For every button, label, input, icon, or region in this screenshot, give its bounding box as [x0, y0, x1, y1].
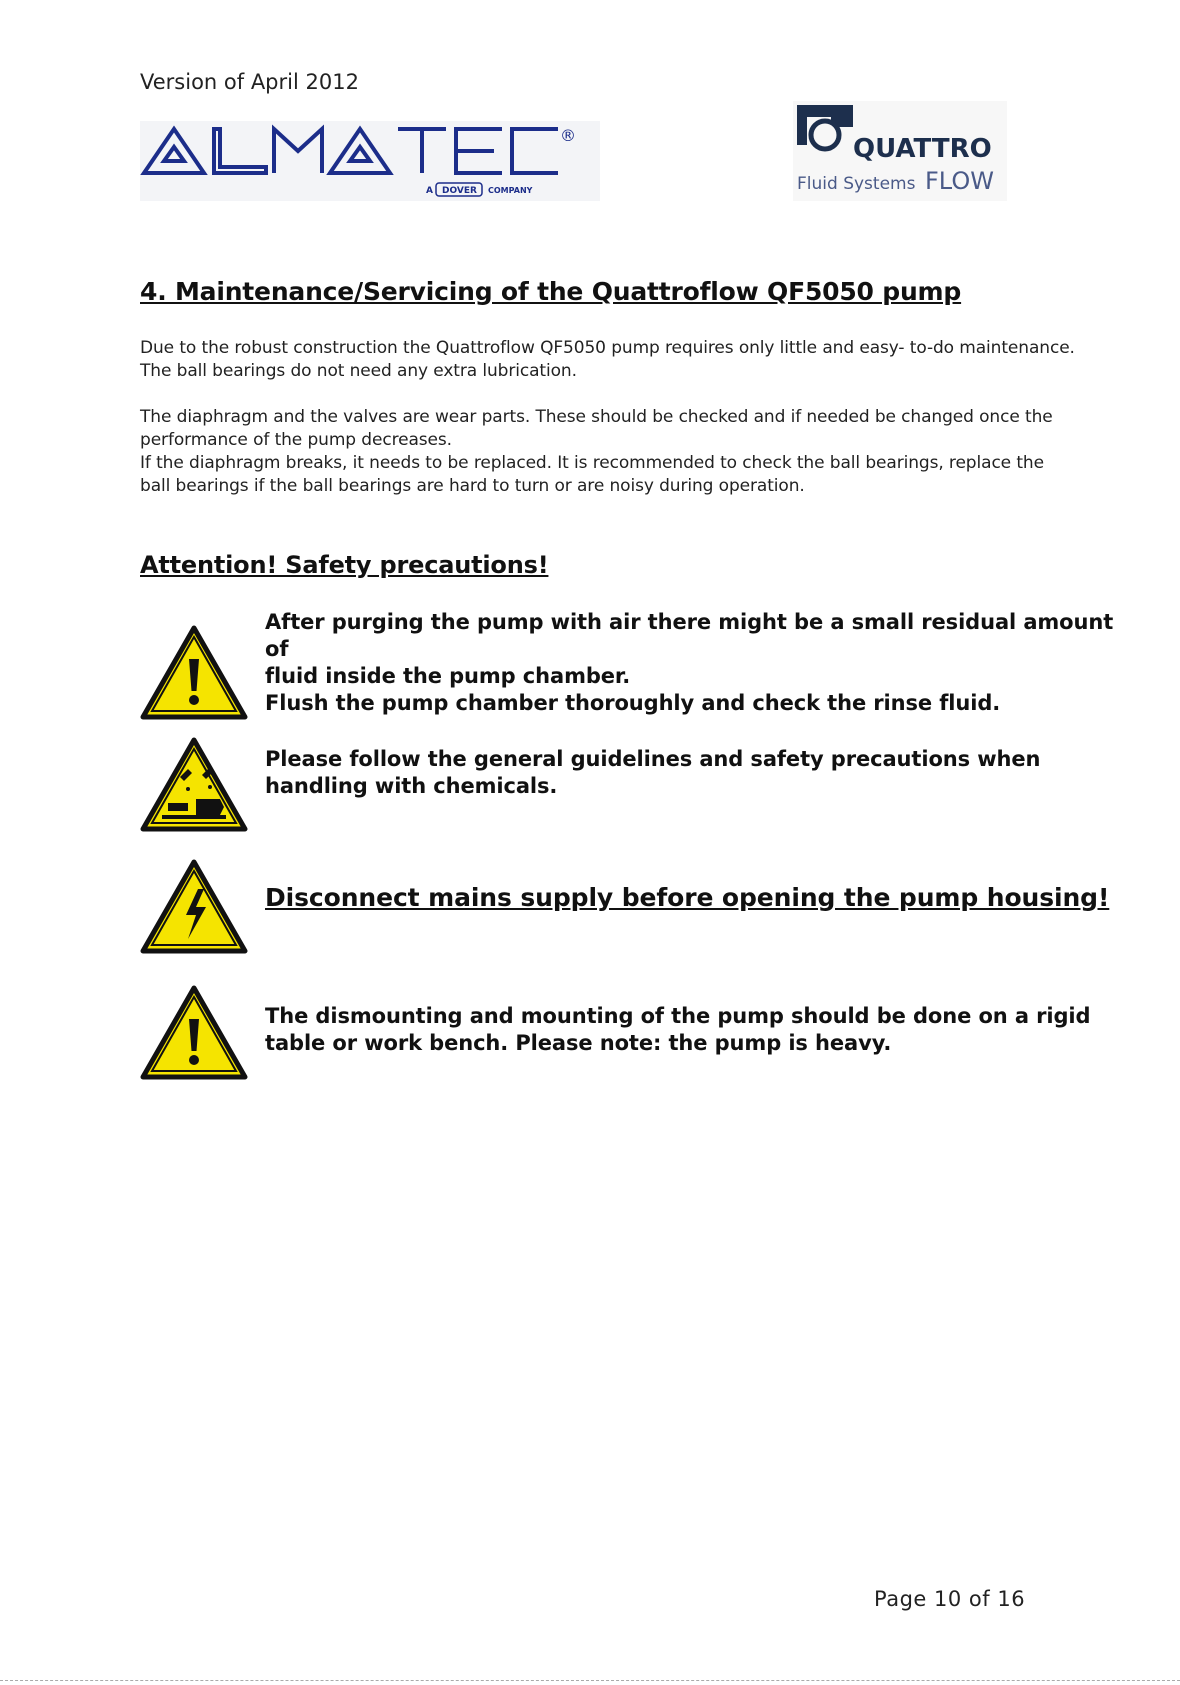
svg-text:A: A	[426, 186, 433, 196]
exclamation-warning-icon	[140, 985, 248, 1081]
svg-text:QUATTRO: QUATTRO	[853, 134, 992, 164]
svg-text:COMPANY: COMPANY	[488, 186, 533, 195]
paragraph-line: The diaphragm and the valves are wear parts. These should be checked and if needed be changed once the	[140, 407, 1053, 427]
page-number: Page 10 of 16	[874, 1587, 1026, 1611]
svg-text:DOVER: DOVER	[442, 186, 477, 196]
paragraph-line: If the diaphragm breaks, it needs to be replaced. It is recommended to check the ball bearings, replace the	[140, 453, 1044, 473]
intro-paragraph	[140, 337, 1140, 383]
registered-mark: ®	[560, 126, 576, 145]
exclamation-warning-icon	[140, 625, 248, 721]
warning-chemicals: Please follow the general guidelines and safety precautions when handling with chemicals.	[265, 747, 1041, 798]
warning-purging: After purging the pump with air there might be a small residual amount of fluid inside the pump chamber. Flush the pump chamber thoroughly and check the rinse fluid.	[265, 610, 1114, 715]
quattroflow-logo	[793, 101, 1007, 201]
svg-text:Fluid Systems: Fluid Systems	[797, 174, 916, 194]
section-title: 4. Maintenance/Servicing of the Quattroflow QF5050 pump	[140, 277, 962, 306]
svg-text:FLOW: FLOW	[925, 167, 994, 195]
paragraph-line: ball bearings if the ball bearings are hard to turn or are noisy during operation.	[140, 476, 805, 496]
warning-heavy-pump: The dismounting and mounting of the pump should be done on a rigid table or work bench. Please note: the pump is heavy.	[265, 1004, 1091, 1055]
paragraph-line: performance of the pump decreases.	[140, 430, 452, 450]
electric-warning-icon	[140, 859, 248, 955]
warning-mains-supply: Disconnect mains supply before opening the pump housing!	[265, 883, 1110, 912]
paragraph-line: The ball bearings do not need any extra lubrication.	[140, 361, 577, 381]
paragraph-line: Due to the robust construction the Quattroflow QF5050 pump requires only little and easy- to-do maintenance.	[140, 338, 1075, 358]
almatec-logo	[140, 121, 600, 201]
version-label: Version of April 2012	[140, 70, 359, 94]
safety-title: Attention! Safety precautions!	[140, 551, 549, 579]
page-divider	[0, 1680, 1180, 1681]
corrosive-warning-icon	[140, 737, 248, 833]
wear-parts-paragraph	[140, 406, 1140, 498]
